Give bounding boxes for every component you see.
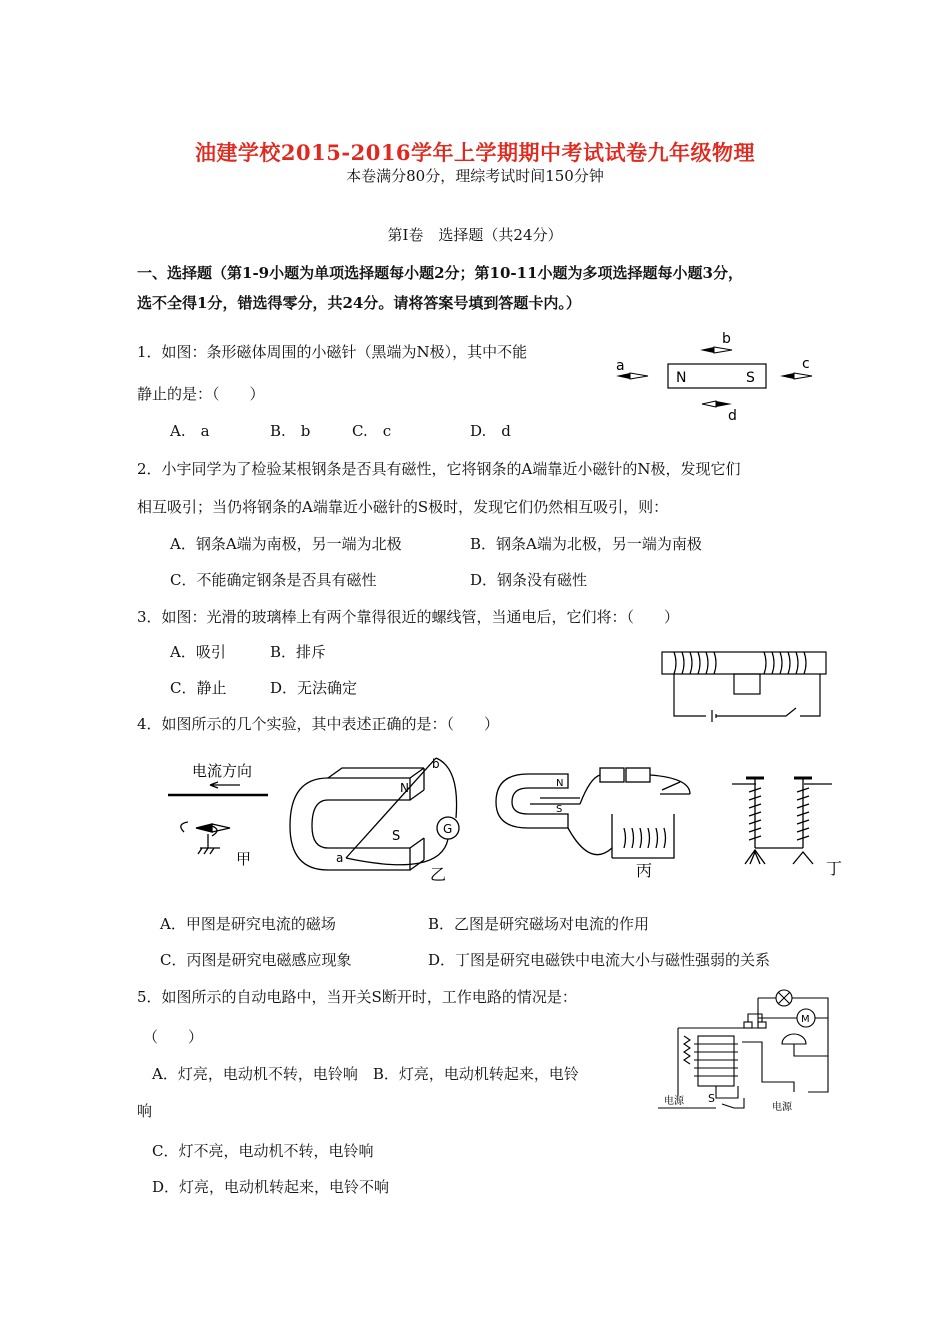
q1-fig-d-label: d	[728, 408, 737, 424]
q5-relay-circuit-figure	[658, 986, 838, 1118]
q4-option-d: D．丁图是研究电磁铁中电流大小与磁性强弱的关系	[428, 951, 771, 969]
q5-option-a-b: A．灯亮，电动机不转，电铃响 B．灯亮，电动机转起来，电铃	[152, 1065, 579, 1083]
q5-stem-line1: 5．如图所示的自动电路中，当开关S断开时，工作电路的情况是：	[137, 988, 577, 1006]
part-heading: 第Ⅰ卷 选择题（共24分）	[387, 226, 563, 244]
q4-fig-bing-label: 丙	[636, 861, 653, 880]
q3-stem: 3．如图：光滑的玻璃棒上有两个靠得很近的螺线管，当通电后，它们将：（ ）	[137, 608, 680, 626]
q1-stem-line1: 1．如图：条形磁体周围的小磁针（黑端为N极），其中不能	[137, 343, 528, 361]
q4-fig-current-label: 电流方向	[192, 762, 253, 780]
q4-fig-jia-label: 甲	[236, 850, 252, 868]
q2-option-a: A．钢条A端为南极，另一端为北极	[170, 535, 402, 553]
q4-fig-galvanometer: G	[443, 822, 453, 836]
q1-bar-magnet-figure	[608, 328, 823, 424]
q4-experiments-figure	[160, 748, 860, 888]
q5-fig-power2-label: 电源	[772, 1102, 792, 1113]
q5-fig-switch-label: S	[708, 1092, 715, 1105]
q4-fig-yi-s: S	[392, 829, 401, 844]
q4-fig-bing-n: N	[556, 778, 564, 789]
q4-option-c: C．丙图是研究电磁感应现象	[160, 951, 352, 969]
q1-fig-c-label: c	[802, 356, 810, 372]
q1-fig-s-label: S	[746, 370, 755, 386]
q5-option-d: D．灯亮，电动机转起来，电铃不响	[152, 1178, 390, 1196]
q2-stem-line2: 相互吸引；当仍将钢条的A端靠近小磁针的S极时，发现它们仍然相互吸引，则：	[137, 498, 669, 516]
q2-option-b: B．钢条A端为北极，另一端为南极	[470, 535, 702, 553]
q4-option-a: A．甲图是研究电流的磁场	[160, 915, 336, 933]
q4-fig-yi-b: b	[432, 757, 440, 771]
q5-fig-power1-label: 电源	[664, 1096, 684, 1107]
exam-subtitle: 本卷满分80分，理综考试时间150分钟	[346, 167, 604, 185]
q3-option-b: B．排斥	[270, 643, 327, 661]
q1-fig-a-label: a	[616, 358, 625, 374]
q1-fig-b-label: b	[722, 331, 731, 347]
q3-option-d: D．无法确定	[270, 679, 358, 697]
q5-option-c: C．灯不亮，电动机不转，电铃响	[152, 1142, 374, 1160]
q3-option-a: A．吸引	[170, 643, 226, 661]
section-instruction-line2: 选不全得1分，错选得零分，共24分。请将答案号填到答题卡内。）	[137, 294, 581, 312]
q5-fig-motor-label: M	[801, 1014, 810, 1025]
exam-title: 油建学校2015-2016学年上学期期中考试试卷九年级物理	[194, 140, 756, 165]
q4-fig-ding-label: 丁	[826, 859, 843, 878]
q4-option-b: B．乙图是研究磁场对电流的作用	[428, 915, 650, 933]
q2-option-c: C．不能确定钢条是否具有磁性	[170, 571, 377, 589]
q4-fig-bing-s: S	[556, 804, 563, 815]
q1-option-b: B. b	[270, 422, 311, 440]
q3-solenoid-figure	[660, 648, 830, 724]
q4-fig-yi-n: N	[400, 781, 409, 795]
q4-fig-yi-label: 乙	[430, 865, 447, 884]
q1-option-a: A. a	[170, 422, 210, 440]
q4-fig-yi-a: a	[336, 851, 344, 865]
q1-stem-line2: 静止的是：（ ）	[137, 385, 265, 403]
q1-option-c: C. c	[352, 422, 392, 440]
q5-stem-line2: （ ）	[143, 1028, 204, 1046]
q4-stem: 4．如图所示的几个实验，其中表述正确的是：（ ）	[137, 715, 500, 733]
section-instruction-line1: 一、选择题（第1-9小题为单项选择题每小题2分；第10-11小题为多项选择题每小题3分，	[137, 264, 743, 282]
q2-option-d: D．钢条没有磁性	[470, 571, 588, 589]
q1-fig-n-label: N	[676, 370, 687, 386]
q1-option-d: D. d	[470, 422, 511, 440]
q5-option-b-wrap: 响	[137, 1102, 153, 1120]
q3-option-c: C．静止	[170, 679, 227, 697]
q2-stem-line1: 2．小宇同学为了检验某根钢条是否具有磁性，它将钢条的A端靠近小磁针的N极，发现它们	[137, 460, 741, 478]
